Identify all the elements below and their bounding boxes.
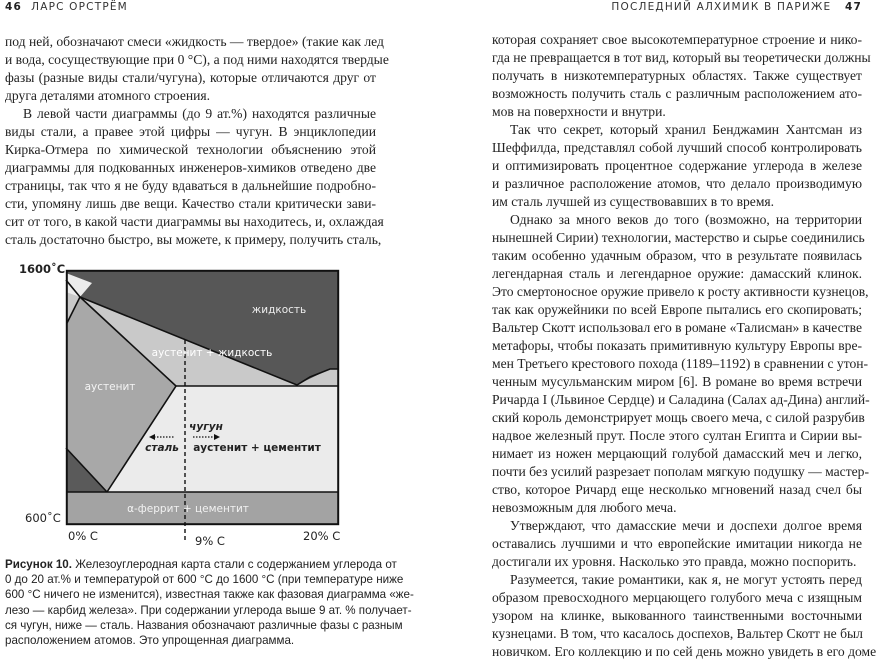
text-line: Шеффилда, представлял собой лучший способ контролировать bbox=[492, 140, 862, 155]
text-line: таким особенно удачным образом, что в результате появилась bbox=[492, 248, 862, 263]
text-line: образом превосходного мерцающего голубого меча с изящным bbox=[492, 590, 862, 605]
caption-line: расположением атомов. Это упрощенная диаграмма. bbox=[5, 633, 295, 647]
text-line: кузнецами. В том, что касалось доспехов, Вальтер Скотт не был bbox=[492, 626, 863, 641]
caption-line bbox=[5, 557, 397, 572]
text-line: мов на поверхности и внутри. bbox=[492, 104, 666, 119]
text-line: Однако за много веков до того (возможно, на территории bbox=[510, 212, 862, 227]
text-line: которая сохраняет свое высокотемпературное строение и нико- bbox=[492, 32, 862, 47]
text-line: сти, упомяну лишь две вещи. Качество стали критически зави- bbox=[5, 196, 376, 211]
text-line: узором на клинке, выкованного таинственными восточными bbox=[492, 608, 862, 623]
text-line: метафоры, чтобы показать примитивную культуру Европы вре- bbox=[492, 338, 862, 353]
caption-line: ся чугун, ниже — сталь. Названия обозначают различные фазы с разным bbox=[5, 618, 403, 632]
caption-label: Рисунок 10. bbox=[5, 558, 72, 571]
running-title: ПОСЛЕДНИЙ АЛХИМИК В ПАРИЖЕ bbox=[611, 1, 832, 13]
x-axis-middle-label: 9% C bbox=[195, 534, 225, 548]
text-line: получать в низкотемпературных областях. Также существует bbox=[492, 68, 862, 83]
caption-text: Железоуглеродная карта стали с содержанием углерода от bbox=[71, 558, 397, 571]
text-line: страницы, так что я не буду вдаваться в дальнейшие подробно- bbox=[5, 178, 376, 193]
austenite-label: аустенит bbox=[84, 381, 136, 393]
phase-diagram bbox=[66, 270, 339, 525]
ferrite-cementite-label: α-феррит + цементит bbox=[127, 503, 249, 515]
text-line: гда не превращается в тот вид, который вы теоретически должны bbox=[492, 50, 871, 65]
text-line: Утверждают, что дамасские мечи и доспехи долгое время bbox=[510, 518, 862, 533]
text-line: нынешней Сирии) технологии, мастерство и сырье соединились bbox=[492, 230, 865, 245]
x-axis-left-label: 0% C bbox=[68, 529, 98, 543]
text-line: Кирка-Отмера по химической технологии объяснению этой bbox=[5, 142, 376, 157]
left-page-header bbox=[5, 1, 128, 13]
text-line: Вальтер Скотт использовал его в романе «Талисман» в качестве bbox=[492, 320, 862, 335]
text-line: мен Третьего крестового похода (1189–1192) в сравнении с утон- bbox=[492, 356, 869, 371]
text-line: сталь достаточно быстро, вы можете, к примеру, получить сталь, bbox=[5, 232, 382, 247]
text-line: ство, которое Ричард еще несколько мгновений назад счел бы bbox=[492, 482, 862, 497]
page-number: 46 bbox=[5, 1, 23, 13]
text-line: ченным мусульманским миром [6]. В романе во время встречи bbox=[492, 374, 862, 389]
caption-line: лезо — карбид железа». При содержании углерода выше 9 ат. % получает- bbox=[5, 603, 412, 617]
x-axis-right-label: 20% C bbox=[303, 529, 341, 543]
text-line: Ричарда I (Львиное Сердце) и Саладина (Салах ад-Дина) англий- bbox=[492, 392, 870, 407]
left-page-text bbox=[5, 33, 389, 249]
text-line: сит от того, в какой части диаграммы вы находитесь, и, охлаждая bbox=[5, 214, 384, 229]
text-line: почти без усилий разрезает пополам мягкую подушку — мастер- bbox=[492, 464, 869, 479]
text-line: им сталь лучшей из существовавших в то время. bbox=[492, 194, 775, 209]
text-line: под ней, обозначают смеси «жидкость — твердое» (такие как лед bbox=[5, 34, 384, 49]
liquid-label: жидкость bbox=[251, 304, 307, 316]
text-line: Это смертоносное оружие привело к росту активности кузнецов, bbox=[492, 284, 869, 299]
text-line: достигали их уровня. Насколько это правда, можно поспорить. bbox=[492, 554, 857, 569]
text-line: нимает из ножен мерцающий голубой дамасский меч и легко, bbox=[492, 446, 862, 461]
austenite-cementite-label: аустенит + цементит bbox=[193, 442, 321, 454]
text-line: так как оружейники по всей Европе пытались его скопировать; bbox=[492, 302, 862, 317]
text-line: невозможным для любого меча. bbox=[492, 500, 677, 515]
text-line: легендарная сталь и легендарное оружие: дамасский клинок. bbox=[492, 266, 862, 281]
y-axis-bottom-label: 600˚C bbox=[25, 511, 61, 525]
text-line: друга деталями атомного строения. bbox=[5, 88, 211, 103]
text-line: и оптимизировать процентное содержание углерода в железе bbox=[492, 158, 862, 173]
text-line: ский король демонстрирует мощь своего меча, с силой разрубив bbox=[492, 410, 865, 425]
text-line: виды стали, а правее этой цифры — чугун. В энциклопедии bbox=[5, 124, 376, 139]
text-line: В левой части диаграммы (до 9 ат.%) находятся различные bbox=[23, 106, 376, 121]
text-line: Так что секрет, который хранил Бенджамин Хантсман из bbox=[510, 122, 862, 137]
figure-caption bbox=[5, 557, 414, 648]
right-page-text bbox=[492, 31, 876, 661]
steel-label: сталь bbox=[145, 442, 179, 454]
text-line: Разумеется, такие романтики, как я, не могут устоять перед bbox=[510, 572, 862, 587]
text-line: новичком. Его коллекцию и по сей день можно увидеть в его доме bbox=[492, 644, 876, 659]
text-line: оставались лучшими и что европейские имитации никогда не bbox=[492, 536, 862, 551]
caption-line: 600 °C ничего не изменится), известная также как фазовая диаграмма «же- bbox=[5, 588, 414, 602]
text-line: и вода, сосуществующие при 0 °C), а под ними находятся твердые bbox=[5, 52, 389, 67]
running-title: ЛАРС ОРСТРЁМ bbox=[31, 1, 128, 13]
caption-line: 0 до 20 ат.% и температурой от 600 °C до 1600 °C (при температуре ниже bbox=[5, 573, 404, 587]
right-page-header bbox=[611, 1, 862, 13]
text-line: фазы (разные виды стали/чугуна), которые отличаются друг от bbox=[5, 70, 376, 85]
text-line: диаграммы для подкованных инженеров-химиков отведено две bbox=[5, 160, 376, 175]
cast-iron-label: чугун bbox=[189, 421, 223, 433]
page-number: 47 bbox=[844, 1, 862, 13]
text-line: и различное расположение атомов, что делало производимую bbox=[492, 176, 862, 191]
text-line: возможность получить сталь с различным расположением ато- bbox=[492, 86, 862, 101]
text-line: надвое железный прут. После этого султан Египта и Сирии вы- bbox=[492, 428, 862, 443]
austenite-liquid-label: аустенит + жидкость bbox=[151, 347, 273, 359]
y-axis-top-label: 1600˚C bbox=[19, 262, 66, 276]
